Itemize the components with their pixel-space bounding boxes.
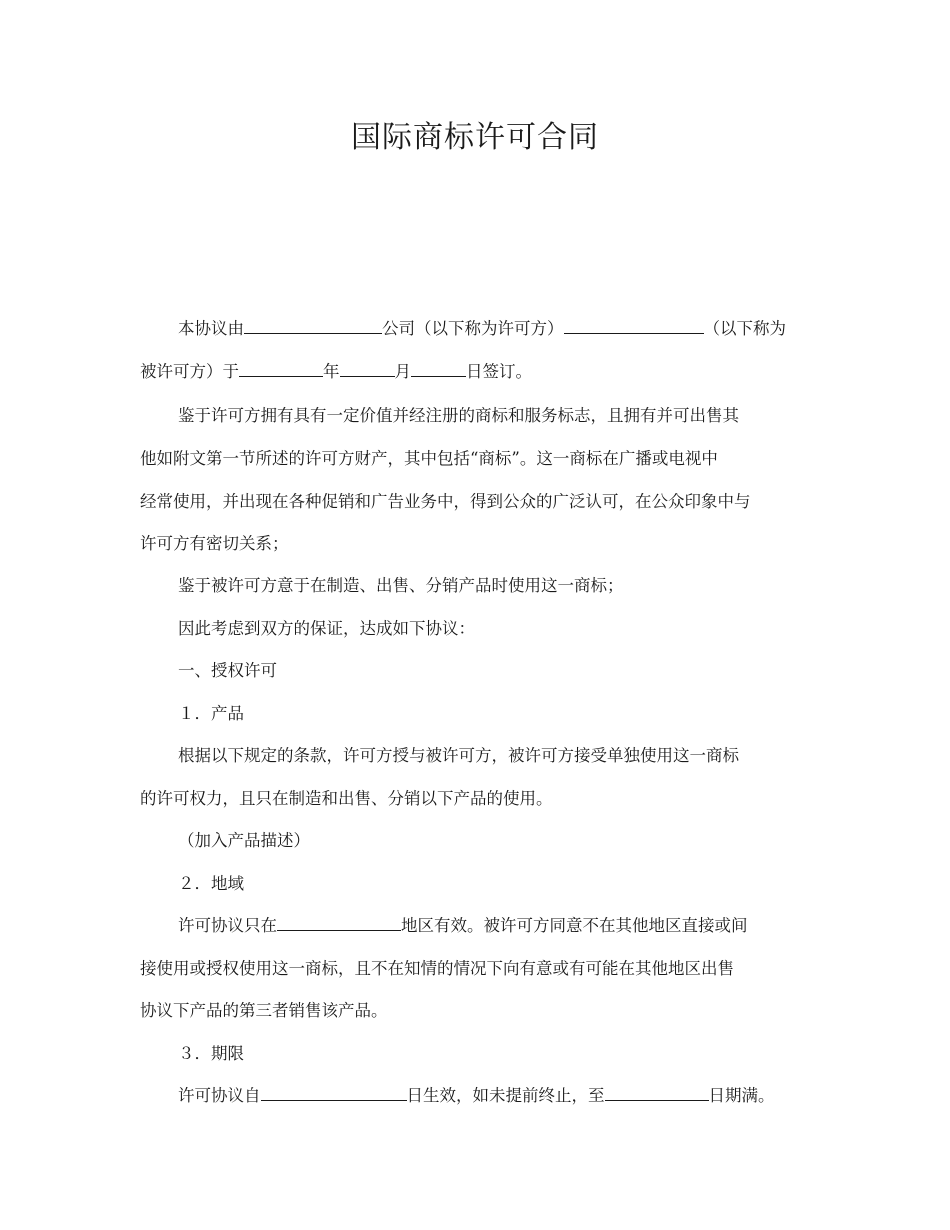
text-run: 日签订。	[466, 362, 532, 381]
fill-blank-month[interactable]	[340, 360, 395, 377]
text-run: （以下称为	[703, 319, 786, 338]
paragraph-line: 协议下产品的第三者销售该产品。	[140, 1001, 388, 1020]
paragraph-line: 鉴于许可方拥有具有一定价值并经注册的商标和服务标志，且拥有并可出售其	[178, 406, 739, 425]
text-run: 许可协议只在	[178, 916, 277, 935]
text-run: 月	[394, 362, 411, 381]
fill-blank-start-date[interactable]	[261, 1084, 407, 1101]
text-run: 本协议由	[178, 319, 244, 338]
text-run: 日期满。	[708, 1086, 775, 1105]
subsection-heading: １．产品	[178, 704, 244, 723]
section-heading: 一、授权许可	[178, 661, 277, 680]
paragraph-line	[140, 914, 810, 938]
paragraph-line	[140, 360, 810, 384]
paragraph-line: 鉴于被许可方意于在制造、出售、分销产品时使用这一商标；	[178, 576, 624, 595]
paragraph-line: 根据以下规定的条款，许可方授与被许可方，被许可方接受单独使用这一商标	[178, 746, 739, 765]
fill-blank-end-date[interactable]	[605, 1084, 709, 1101]
subsection-heading: ２．地域	[178, 874, 244, 893]
fill-blank-region[interactable]	[277, 914, 401, 931]
document-title: 国际商标许可合同	[351, 120, 599, 155]
fill-blank-year[interactable]	[239, 360, 323, 377]
paragraph-line: 他如附文第一节所述的许可方财产，其中包括“商标”。这一商标在广播或电视中	[140, 449, 718, 468]
text-run: 公司（以下称为许可方）	[382, 319, 564, 338]
paragraph-line: 的许可权力，且只在制造和出售、分销以下产品的使用。	[140, 789, 553, 808]
paragraph-line: 因此考虑到双方的保证，达成如下协议：	[178, 619, 475, 638]
fill-blank-day[interactable]	[411, 360, 466, 377]
paragraph-line	[140, 1084, 810, 1108]
text-run: 日生效，如未提前终止，至	[406, 1086, 605, 1105]
text-run: 许可协议自	[178, 1086, 261, 1105]
paragraph-line: 许可方有密切关系；	[140, 534, 289, 553]
paragraph-line	[140, 317, 810, 341]
subsection-heading: ３．期限	[178, 1044, 244, 1063]
paragraph-line: 经常使用，并出现在各种促销和广告业务中，得到公众的广泛认可，在公众印象中与	[140, 492, 751, 511]
text-run: 被许可方）于	[140, 362, 239, 381]
text-run: 地区有效。被许可方同意不在其他地区直接或间	[401, 916, 748, 935]
paragraph-line: 接使用或授权使用这一商标，且不在知情的情况下向有意或有可能在其他地区出售	[140, 959, 734, 978]
fill-blank-licensee[interactable]	[564, 317, 704, 334]
fill-blank-licensor[interactable]	[244, 317, 382, 334]
paragraph-line: （加入产品描述）	[178, 831, 310, 850]
text-run: 年	[323, 362, 340, 381]
